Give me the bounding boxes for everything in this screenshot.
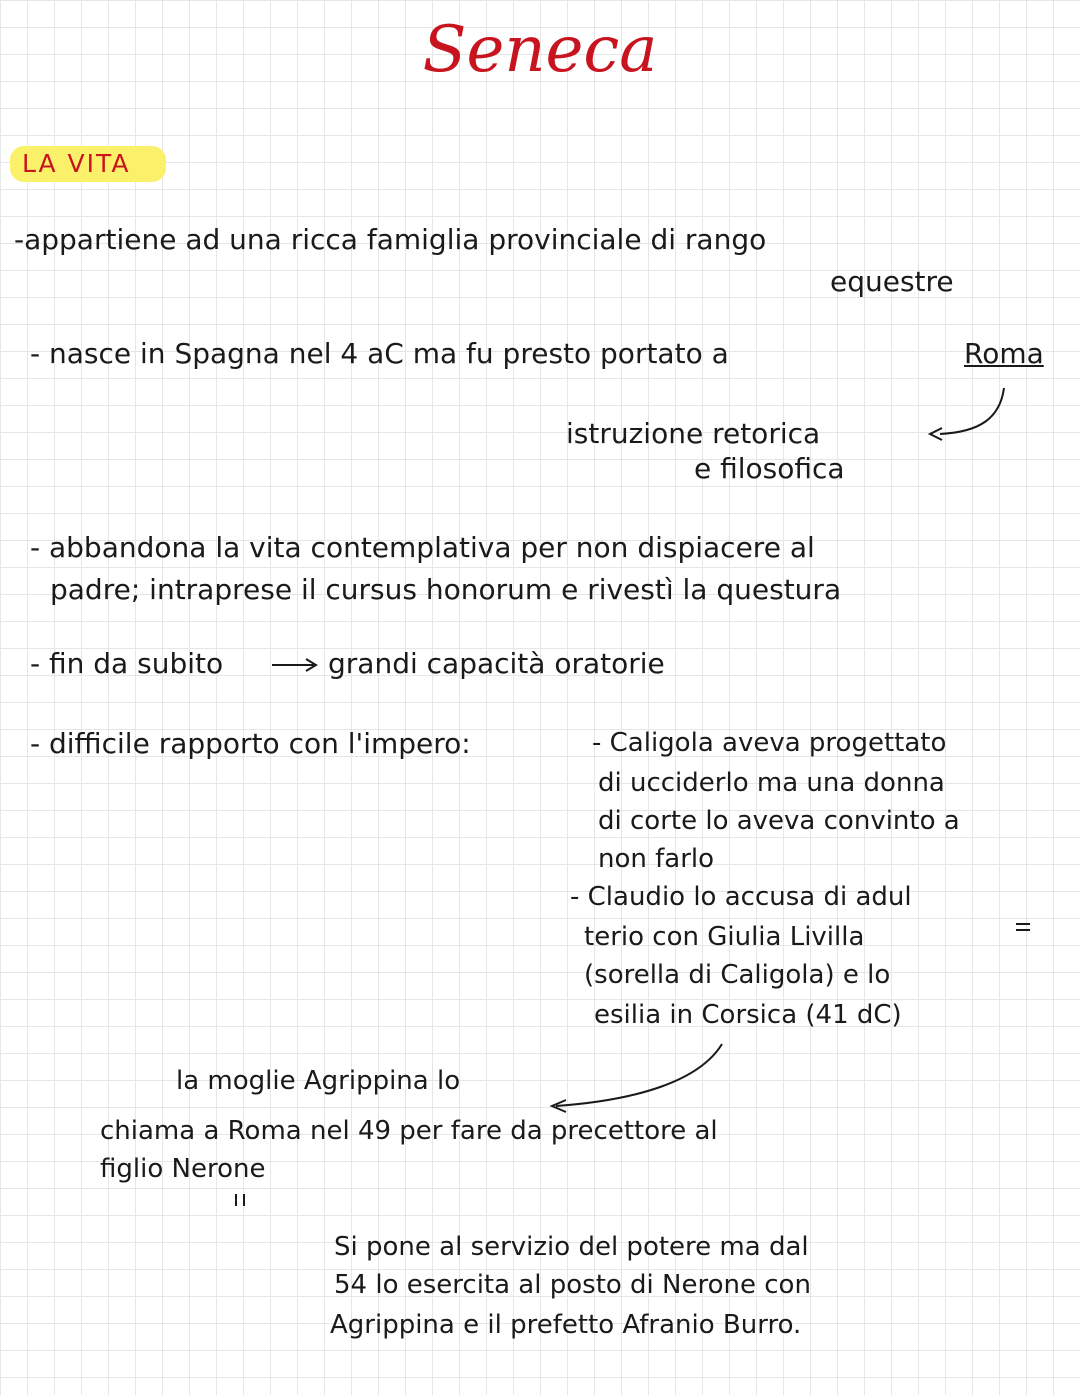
note-line-1b: equestre [830,265,954,298]
note-line-1: -appartiene ad una ricca famiglia provinciale di rango [14,223,767,256]
agrippina-line-2: chiama a Roma nel 49 per fare da precettore al [100,1116,718,1146]
caligola-line-2: di ucciderlo ma una donna [598,768,945,798]
claudio-line-2: terio con Giulia Livilla [584,922,865,952]
therefore-mark-icon [236,1194,244,1206]
section-heading: LA VITA [22,149,131,178]
note-line-2: - nasce in Spagna nel 4 aC ma fu presto portato a [30,337,729,370]
potere-line-1: Si pone al servizio del potere ma dal [334,1232,809,1262]
claudio-line-1: - Claudio lo accusa di adul [570,882,912,912]
note-line-4-left: - fin da subito [30,647,224,680]
agrippina-line-1: la moglie Agrippina lo [176,1066,461,1096]
right-arrow-icon [272,659,316,671]
note-line-3a: - abbandona la vita contemplativa per non dispiacere al [30,531,815,564]
hyphen-mark-icon [1016,924,1030,930]
note-line-3b: padre; intraprese il cursus honorum e rivestì la questura [50,573,842,606]
istruzione-line-2: e filosofica [694,452,845,485]
curved-arrow-icon-2 [556,1044,722,1106]
page-title: Seneca [422,13,658,87]
caligola-line-1: - Caligola aveva progettato [592,728,947,758]
caligola-line-3: di corte lo aveva convinto a [598,806,960,836]
note-line-2-roma: Roma [964,337,1044,370]
potere-line-3: Agrippina e il prefetto Afranio Burro. [330,1310,802,1340]
curved-arrow-icon [940,388,1004,434]
caligola-line-4: non farlo [598,844,715,874]
potere-line-2: 54 lo esercita al posto di Nerone con [334,1270,811,1300]
istruzione-line-1: istruzione retorica [566,417,821,450]
claudio-line-4: esilia in Corsica (41 dC) [594,1000,902,1030]
note-line-4-right: grandi capacità oratorie [328,647,665,680]
note-line-5: - difficile rapporto con l'impero: [30,727,471,760]
claudio-line-3: (sorella di Caligola) e lo [584,960,891,990]
agrippina-line-3: figlio Nerone [100,1154,266,1184]
